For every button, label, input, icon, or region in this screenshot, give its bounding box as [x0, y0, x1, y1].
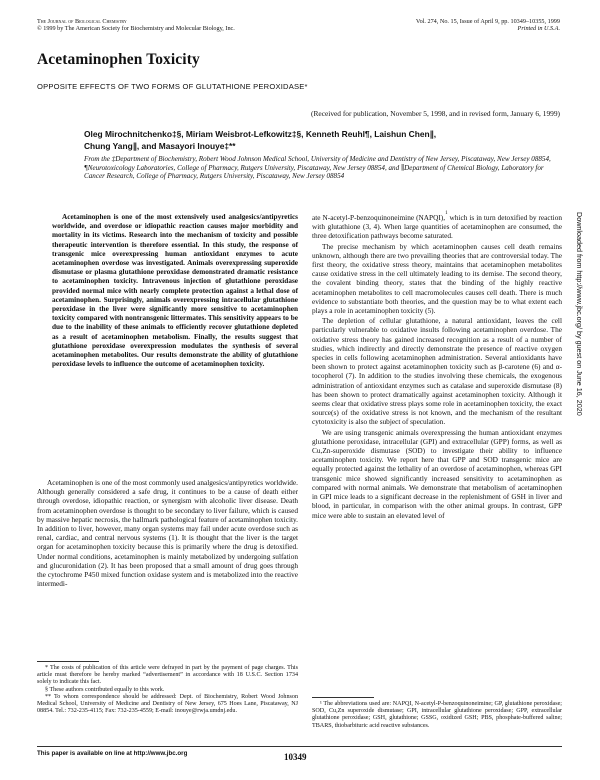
right-p1-start: ate N-acetyl-P-benzoquinoneimine (NAPQI),	[312, 213, 446, 222]
download-notice: Downloaded from http://www.jbc.org/ by guest on June 16, 2020	[575, 212, 584, 416]
footnote-abbreviations	[312, 701, 562, 730]
right-paragraph-2: The precise mechanism by which acetaminophen causes cell death remains unknown, although there are two prevailing theories that are controversial today. The first theory, the oxidative stress theory, maintains that acetaminophen metabolites cause oxidative stress in the cell ultimately leading to its demise. The second theory, the covalent binding theory, states that the binding of the highly reactive acetaminophen metabolites to cell macromolecules causes cell death. There is much evidence to substantiate both theories, and the question may be to what extent each plays a role in acetaminophen toxicity (5).	[312, 241, 562, 316]
printed-in: Printed in U.S.A.	[517, 25, 560, 32]
intro-paragraph-1: Acetaminophen is one of the most commonly used analgesics/antipyretics worldwide. Although generally considered a safe drug, it continues to be a cause of death either through overdose, idiopathic reaction, or synergism with alcoholic liver disease. Death from acetaminophen overdose is thought to be secondary to liver failure, which is caused by massive hepatic necrosis, the hallmark pathological feature of acetaminophen toxicity. In addition to liver, however, many organ systems may fail under acute overdose such as renal, cardiac, and central nervous systems (1). It is thought that the liver is the target organ for acetaminophen toxicity because this is primarily where the drug is detoxified. Under normal conditions, acetaminophen is mainly metabolized by undergoing sulfation and glucuronidation (2). It has been proposed that a small amount of drug goes through the cytochrome P450 mixed function oxidase system and is metabolized into the reactive intermedi-	[37, 478, 298, 589]
footnote-equal-contribution: § These authors contributed equally to this work.	[45, 686, 165, 693]
abbreviations-text: ¹ The abbreviations used are: NAPQI, N-acetyl-P-benzoquinoneimine; GP, glutathione peroxidase; SOD, Cu,Zn superoxide dismutase; GPI, intracellular glutathione peroxidase; GPP, extracellular glutathione peroxidase; GSH, glutathione; GSSG, oxidized GSH; PBS, phosphate-buffered saline; TBARS, thiobarbituric acid reactive substances.	[312, 701, 562, 729]
abstract-text: Acetaminophen is one of the most extensively used analgesics/antipyretics worldwide, and overdose or idiopathic reaction causes major morbidity and mortality in its victims. Research into the mechanism of toxicity and possible therapeutic intervention is therefore essential. In this study, the response of transgenic mice overexpressing human antioxidant enzymes to acute acetaminophen overdose was investigated. Animals overexpressing superoxide dismutase or plasma glutathione peroxidase demonstrated dramatic resistance to acetaminophen toxicity. Intravenous injection of glutathione peroxidase provided normal mice with nearly complete protection against a lethal dose of acetaminophen. Surprisingly, animals overexpressing intracellular glutathione peroxidase in the liver were significantly more sensitive to acetaminophen toxicity compared with nontransgenic littermates. This sensitivity appears to be due to the inability of these animals to efficiently recover glutathione depleted as a result of acetaminophen metabolism. Finally, the results suggest that glutathione peroxidase overexpression modulates the synthesis of several acetaminophen metabolites. Our results demonstrate the ability of glutathione peroxidase levels to influence the outcome of acetaminophen toxicity.	[52, 213, 298, 369]
footnote-marker-1: 1	[445, 211, 448, 216]
article-subtitle: OPPOSITE EFFECTS OF TWO FORMS OF GLUTATHIONE PEROXIDASE*	[37, 82, 308, 91]
right-paragraph-3: The depletion of cellular glutathione, a natural antioxidant, leaves the cell particularly vulnerable to oxidative insults following acetaminophen overdose. The oxidative stress theory has gained increased recognition as a result of a number of studies, which indirectly and directly demonstrate the presence of reactive oxygen species in cells following acetaminophen administration. Several antioxidants have been shown to protect against acetaminophen toxicity such as β-carotene (6) and α-tocopherol (7). In addition to the studies involving these chemicals, the exogenous administration of antioxidant enzymes such as catalase and superoxide dismutase (8) has been shown to protect dramatically against acetaminophen toxicity. Although it seems clear that oxidative stress plays some role in acetaminophen toxicity, the exact source(s) of the oxidative stress is not known, and the mechanism of the resultant cytotoxicity is also the subject of speculation.	[312, 316, 562, 427]
footer-rule	[37, 746, 562, 747]
footnote-correspondence: ** To whom correspondence should be addressed: Dept. of Biochemistry, Robert Wood Johnson Medical School, University of Medicine and Dentistry of New Jersey, 675 Hoes Lane, Piscataway, NJ 08854. Tel.: 732-235-4115; Fax: 732-235-4559; E-mail: inouye@rwja.umdnj.edu.	[37, 693, 298, 715]
page-number: 10349	[284, 752, 307, 762]
footnote-divider-left	[37, 661, 99, 662]
right-paragraph-4: We are using transgenic animals overexpressing the human antioxidant enzymes glutathione peroxidase, intracellular (GPI) and extracellular (GPP) forms, as well as Cu,Zn-superoxide dismutase (SOD) to investigate their ability to influence acetaminophen toxicity. We report here that GPP and SOD transgenic mice are equally protected against the lethality of an overdose of acetaminophen, whereas GPI transgenic mice showed significantly increased sensitivity to acetaminophen as compared with normal animals. We demonstrate that metabolism of acetaminophen in GPI mice leads to a significant decrease in the replenishment of GSH in liver and blood, in particular, in comparison with the other animal groups. In contrast, GPP mice were able to sustain an elevated level of	[312, 427, 562, 520]
authors-line-2: Chung Yang∥, and Masayori Inouye‡**	[84, 141, 236, 151]
footnote-divider-right	[312, 697, 374, 698]
author-list	[84, 128, 554, 152]
journal-name: The Journal of Biological Chemistry	[37, 18, 127, 25]
footnotes-left	[37, 665, 298, 715]
right-body-column	[312, 213, 562, 520]
received-dates: (Received for publication, November 5, 1998, and in revised form, January 6, 1999)	[311, 109, 560, 118]
online-availability: This paper is available on line at http://www.jbc.org	[37, 750, 188, 757]
right-p1-end: which is in turn detoxified by reaction with glutathione (3, 4). When large quantities of acetaminophen are consumed, the three detoxification pathways become saturated.	[312, 213, 562, 241]
copyright-line: © 1999 by The American Society for Biochemistry and Molecular Biology, Inc.	[37, 25, 235, 32]
affiliations: From the ‡Department of Biochemistry, Robert Wood Johnson Medical School, University of Medicine and Dentistry of New Jersey, Piscataway, New Jersey 08854, ¶Neurotoxicology Laboratories, College of Pharmacy, Rutgers University, Piscataway, New Jersey 08854, and ∥Department of Chemical Biology, Laboratory for Cancer Research, College of Pharmacy, Rutgers University, Piscataway, New Jersey 08854	[84, 155, 551, 181]
right-paragraph-1	[312, 213, 562, 241]
download-sidebar	[572, 212, 586, 592]
volume-info: Vol. 274, No. 15, Issue of April 9, pp. 10349–10355, 1999	[415, 18, 560, 25]
abstract	[52, 213, 298, 369]
left-body-column	[37, 478, 298, 588]
footnote-cost: * The costs of publication of this article were defrayed in part by the payment of page charges. This article must therefore be hereby marked “advertisement” in accordance with 18 U.S.C. Section 1734 solely to indicate this fact.	[37, 665, 298, 686]
article-title: Acetaminophen Toxicity	[37, 51, 200, 68]
authors-line-1: Oleg Mirochnitchenko‡§, Miriam Weisbrot-Lefkowitz‡§, Kenneth Reuhl¶, Laishun Chen∥,	[84, 129, 437, 139]
